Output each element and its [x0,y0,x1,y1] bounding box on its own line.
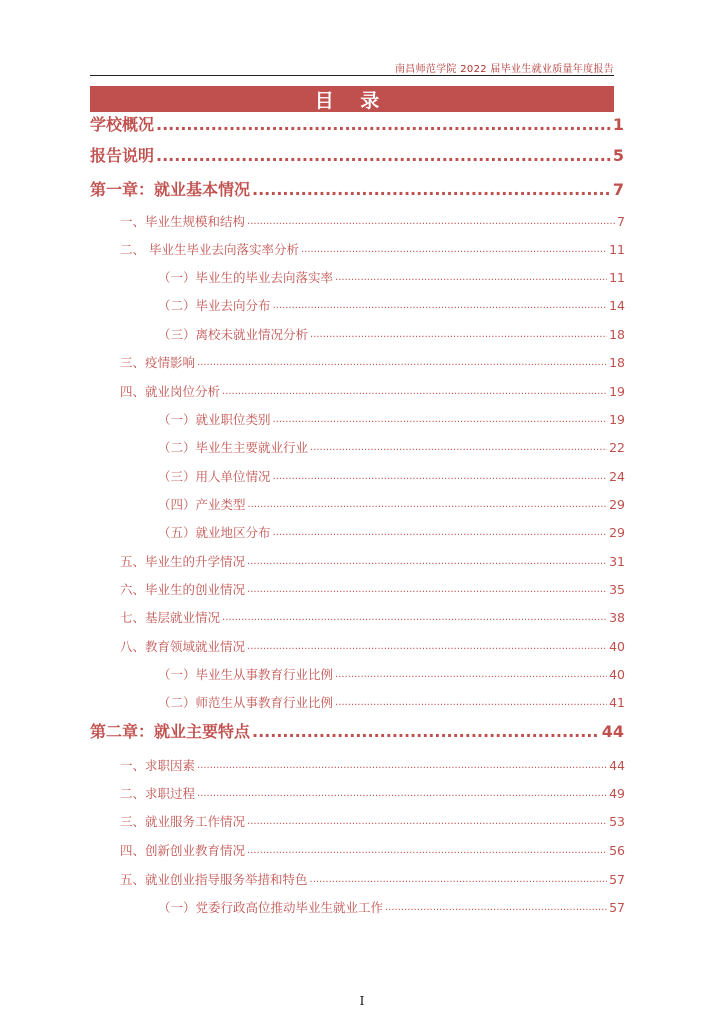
toc-entry-label: 四、就业岗位分析 [120,384,221,399]
toc-entry-label: 三、就业服务工作情况 [120,814,246,829]
toc-entry-label: 三、疫情影响 [120,355,196,370]
header-divider [90,75,614,76]
toc-entry[interactable] [120,580,625,600]
toc-leader-dots [247,812,607,832]
toc-entry-page: 7 [612,180,624,199]
toc-leader-dots [247,841,607,861]
toc-leader-dots [335,268,607,288]
toc-entry-label: （三）用人单位情况 [158,469,271,484]
toc-entry-label: （一）毕业生的毕业去向落实率 [158,270,334,285]
toc-entry-label: 五、毕业生的升学情况 [120,554,246,569]
toc-leader-dots [335,665,607,685]
toc-entry[interactable] [158,523,625,543]
toc-entry[interactable] [120,756,625,776]
toc-entry[interactable] [120,841,625,861]
toc-entry-page: 7 [617,214,625,229]
toc-entry[interactable] [120,212,625,232]
toc-entry-page: 53 [609,814,625,829]
page-number: I [359,994,365,1008]
toc-entry-label: （一）就业职位类别 [158,412,271,427]
toc-leader-dots [197,756,607,776]
toc-leader-dots [247,637,607,657]
toc-leader-dots [310,870,608,890]
toc-leader-dots [252,722,600,742]
toc-leader-dots [247,552,607,572]
toc-entry-label: （二）师范生从事教育行业比例 [158,695,334,710]
toc-entry-page: 18 [609,355,625,370]
toc-entry[interactable] [120,784,625,804]
toc-leader-dots [310,325,607,345]
toc-entry[interactable] [120,637,625,657]
toc-entry-page: 18 [609,327,625,342]
toc-entry-label: 第一章：就业基本情况 [90,180,251,199]
toc-entry-label: （五）就业地区分布 [158,525,271,540]
toc-entry-page: 40 [609,639,625,654]
toc-entry-page: 1 [612,115,624,134]
toc-entry-page: 11 [609,270,625,285]
toc-entry-label: 二、 毕业生毕业去向落实率分析 [120,242,299,257]
toc-entry[interactable] [120,240,625,260]
toc-entry-label: （二）毕业去向分布 [158,298,271,313]
toc-entry[interactable] [120,552,625,572]
toc-entry[interactable] [90,722,624,742]
toc-entry-page: 24 [609,469,625,484]
toc-entry-page: 29 [609,525,625,540]
toc-entry[interactable] [158,296,625,316]
toc-leader-dots [301,240,607,260]
toc-entry-label: 一、求职因素 [120,758,196,773]
toc-entry-page: 40 [609,667,625,682]
toc-entry-label: 四、创新创业教育情况 [120,843,246,858]
toc-leader-dots [156,115,611,135]
toc-entry[interactable] [158,467,625,487]
toc-entry-label: （二）毕业生主要就业行业 [158,440,309,455]
toc-entry[interactable] [120,353,625,373]
toc-entry-label: （一）党委行政高位推动毕业生就业工作 [158,900,384,915]
toc-entry[interactable] [158,495,625,515]
toc-entry[interactable] [120,812,625,832]
toc-entry-label: （四）产业类型 [158,497,246,512]
toc-entry[interactable] [90,180,624,200]
toc-entry-page: 57 [609,872,625,887]
toc-entry-label: 二、求职过程 [120,786,196,801]
toc-entry[interactable] [158,325,625,345]
toc-entry-label: 七、基层就业情况 [120,610,221,625]
toc-leader-dots [273,523,608,543]
toc-leader-dots [197,784,607,804]
toc-entry[interactable] [158,268,625,288]
toc-entry-page: 31 [609,554,625,569]
toc-entry-page: 14 [609,298,625,313]
toc-entry-label: 报告说明 [90,146,155,165]
toc-entry-page: 44 [609,758,625,773]
toc-entry-label: 五、就业创业指导服务举措和特色 [120,872,308,887]
toc-entry-label: 一、毕业生规模和结构 [120,214,246,229]
toc-leader-dots [385,898,607,918]
toc-entry-page: 11 [609,242,625,257]
toc-leader-dots [273,296,608,316]
toc-leader-dots [252,180,611,200]
toc-entry[interactable] [158,665,625,685]
toc-title: 目 录 [314,89,390,112]
toc-leader-dots [310,438,607,458]
toc-entry-page: 22 [609,440,625,455]
toc-entry-label: 第二章：就业主要特点 [90,722,251,741]
toc-entry[interactable] [120,870,625,890]
toc-entry[interactable] [158,693,625,713]
toc-entry-page: 41 [609,695,625,710]
toc-leader-dots [222,608,607,628]
toc-entry-page: 35 [609,582,625,597]
toc-entry-label: （三）离校未就业情况分析 [158,327,309,342]
toc-entry-label: 六、毕业生的创业情况 [120,582,246,597]
toc-leader-dots [222,382,607,402]
toc-entry[interactable] [158,410,625,430]
toc-leader-dots [335,693,607,713]
toc-leader-dots [248,495,608,515]
toc-entry-page: 19 [609,384,625,399]
toc-leader-dots [247,580,607,600]
toc-entry-page: 38 [609,610,625,625]
toc-title-banner [90,86,614,112]
page-header: 南昌师范学院 2022 届毕业生就业质量年度报告 [394,64,614,75]
toc-entry-label: 学校概况 [90,115,155,134]
toc-leader-dots [197,353,607,373]
toc-entry-page: 49 [609,786,625,801]
toc-entry[interactable] [120,608,625,628]
toc-entry[interactable] [158,898,625,918]
toc-leader-dots [273,410,608,430]
toc-entry-page: 5 [612,146,624,165]
toc-entry-label: 八、教育领域就业情况 [120,639,246,654]
toc-leader-dots [156,146,611,166]
toc-entry[interactable] [158,438,625,458]
toc-entry-page: 57 [609,900,625,915]
toc-entry-page: 56 [609,843,625,858]
toc-entry-page: 19 [609,412,625,427]
toc-entry[interactable] [120,382,625,402]
toc-entry[interactable] [90,115,624,135]
toc-entry-page: 44 [601,722,624,741]
toc-leader-dots [247,212,615,232]
toc-entry-label: （一）毕业生从事教育行业比例 [158,667,334,682]
toc-leader-dots [273,467,608,487]
toc-entry-page: 29 [609,497,625,512]
toc-entry[interactable] [90,146,624,166]
